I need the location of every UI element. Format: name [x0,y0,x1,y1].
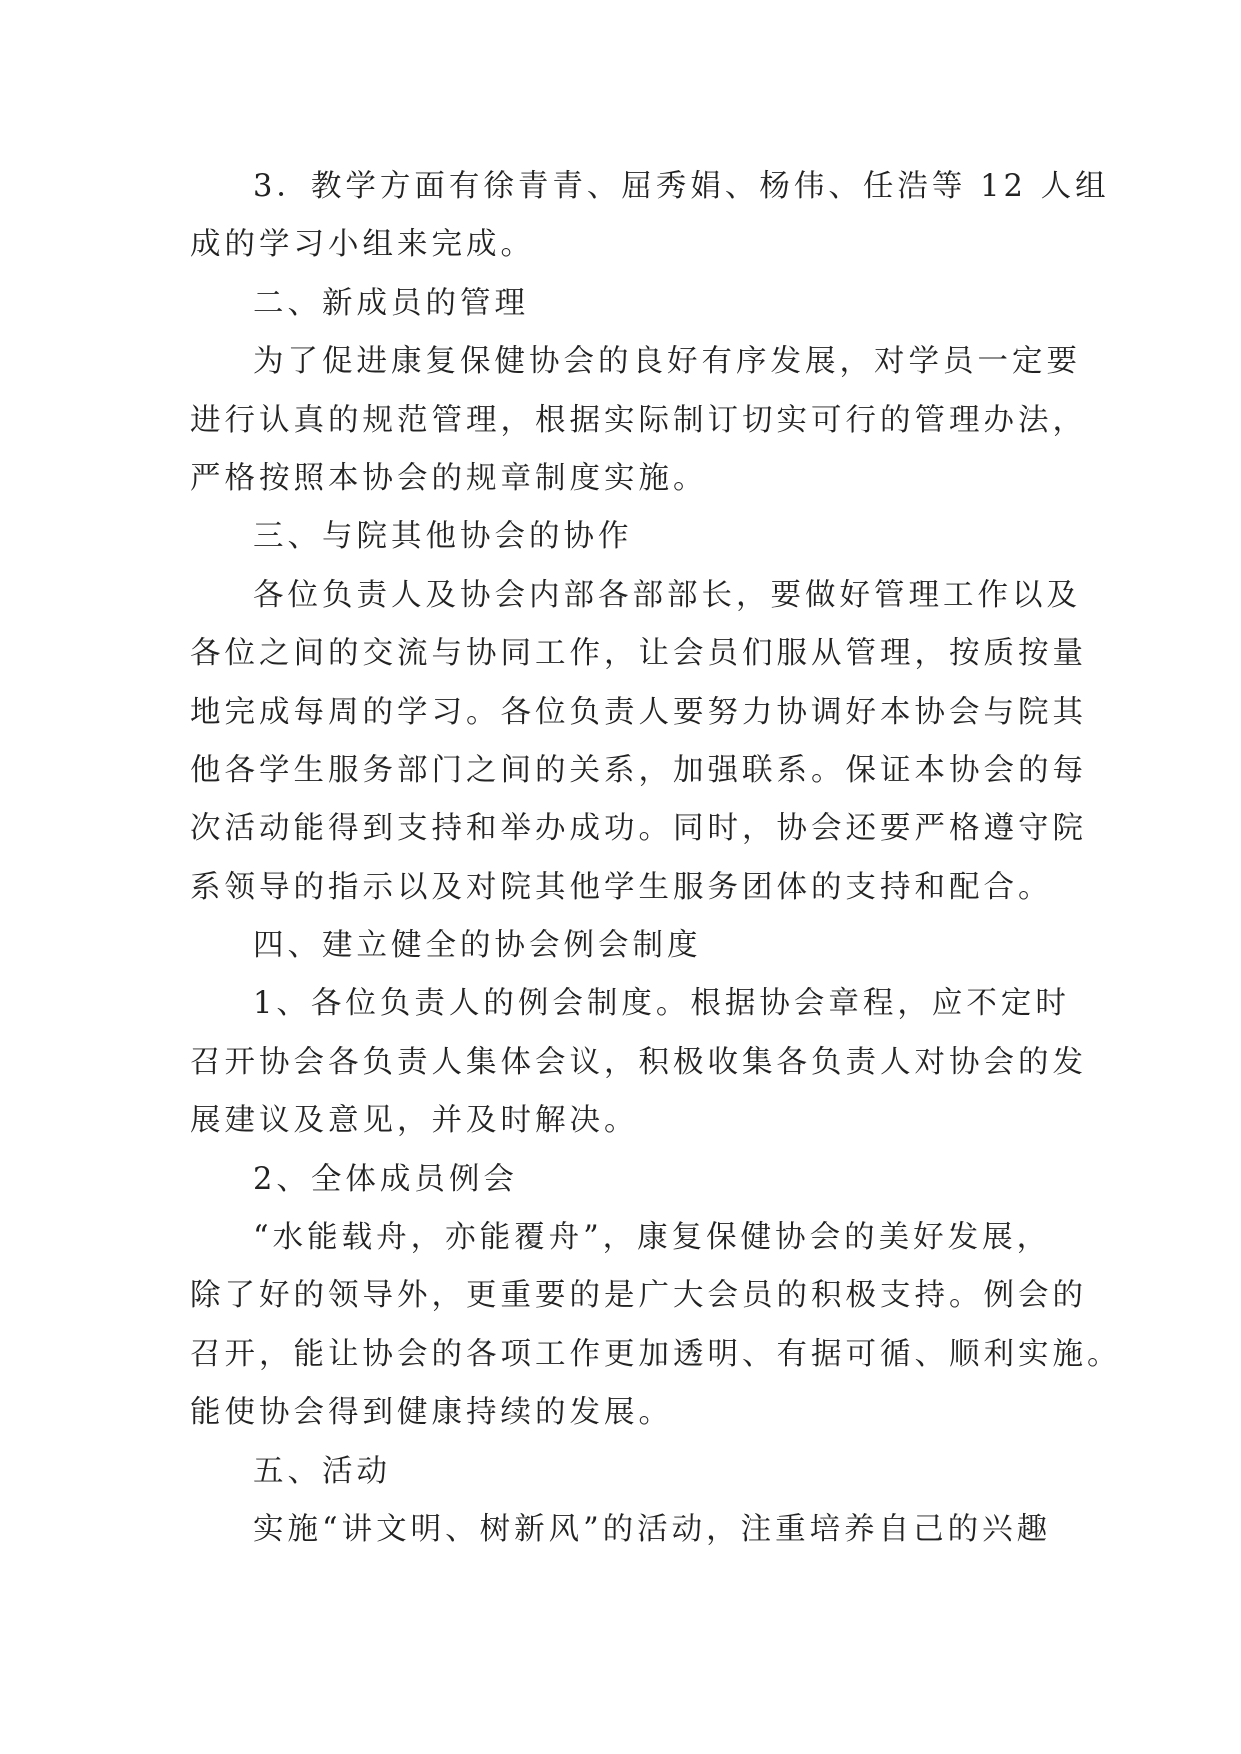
paragraph-line: “水能载舟，亦能覆舟”，康复保健协会的美好发展， [253,1220,1052,1256]
paragraph-line: 进行认真的规范管理，根据实际制订切实可行的管理办法， [190,402,1087,438]
paragraph-line: 地完成每周的学习。各位负责人要努力协调好本协会与院其 [190,694,1087,730]
paragraph-line: 严格按照本协会的规章制度实施。 [190,460,708,496]
paragraph-line: 展建议及意见，并及时解决。 [190,1103,639,1139]
paragraph-line: 1、各位负责人的例会制度。根据协会章程，应不定时 [253,986,1070,1022]
section-heading: 三、与院其他协会的协作 [253,519,633,555]
paragraph-line: 次活动能得到支持和举办成功。同时，协会还要严格遵守院 [190,811,1087,847]
paragraph-line: 各位负责人及协会内部各部部长，要做好管理工作以及 [253,577,1081,613]
section-heading: 二、新成员的管理 [253,285,529,321]
paragraph-line: 能使协会得到健康持续的发展。 [190,1395,673,1431]
document-body [190,158,1122,1559]
paragraph-line: 成的学习小组来完成。 [190,227,535,263]
paragraph-line: 各位之间的交流与协同工作，让会员们服从管理，按质按量 [190,636,1087,672]
paragraph-line: 实施“讲文明、树新风”的活动，注重培养自己的兴趣 [253,1511,1052,1547]
paragraph-line: 召开，能让协会的各项工作更加透明、有据可循、顺利实施。 [190,1336,1122,1372]
paragraph-line: 3．教学方面有徐青青、屈秀娟、杨伟、任浩等 12 人组 [253,169,1110,204]
paragraph-line: 除了好的领导外，更重要的是广大会员的积极支持。例会的 [190,1278,1087,1314]
paragraph-line: 召开协会各负责人集体会议，积极收集各负责人对协会的发 [190,1044,1087,1080]
section-heading: 五、活动 [253,1453,391,1489]
paragraph-line: 为了促进康复保健协会的良好有序发展，对学员一定要 [253,344,1081,380]
paragraph-line: 系领导的指示以及对院其他学生服务团体的支持和配合。 [190,869,1053,905]
section-heading: 四、建立健全的协会例会制度 [253,928,702,964]
paragraph-line: 他各学生服务部门之间的关系，加强联系。保证本协会的每 [190,752,1087,788]
subsection-heading: 2、全体成员例会 [253,1161,518,1197]
